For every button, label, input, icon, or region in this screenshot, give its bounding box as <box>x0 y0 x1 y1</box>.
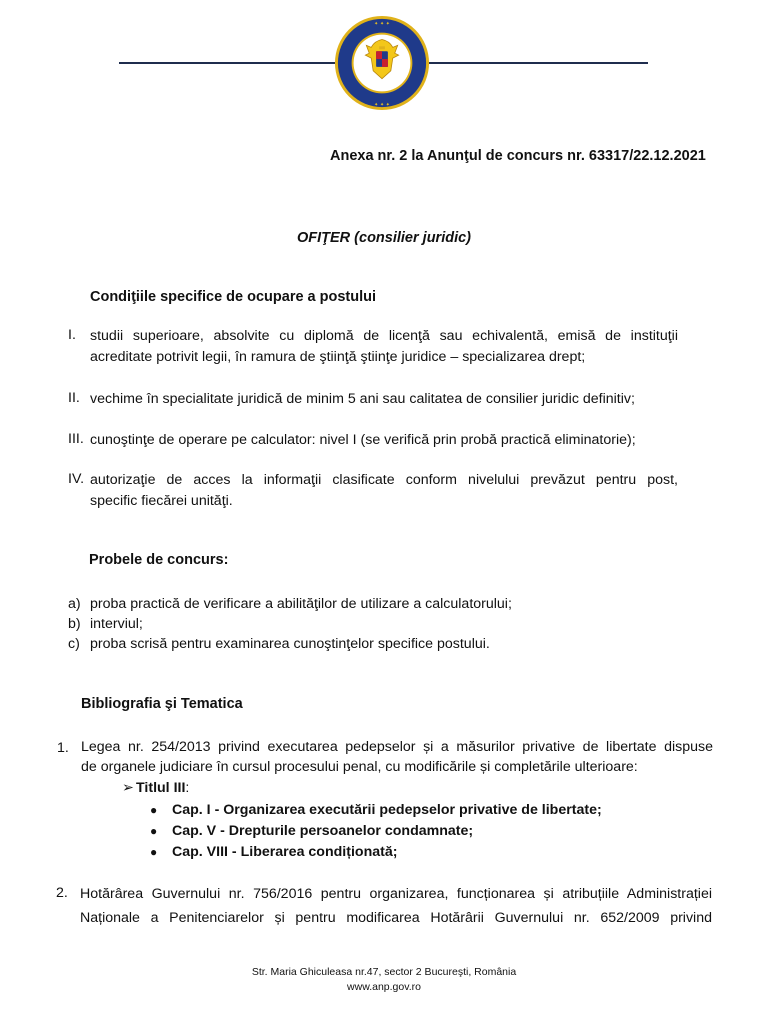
arrow-bullet-icon: ➢ <box>122 780 134 796</box>
chapter-item <box>150 842 397 862</box>
condition-number: I. <box>68 327 76 343</box>
bibliography-number: 1. <box>57 740 69 756</box>
bibliography-line: Naționale a Penitenciarelor și pentru modificarea Hotărârii Guvernului nr. 652/2009 privind <box>80 910 712 926</box>
bibliography-line: Legea nr. 254/2013 privind executarea pedepselor și a măsurilor privative de libertate dispuse <box>81 739 713 755</box>
chapter-text: Cap. I - Organizarea executării pedepselor privative de libertate; <box>172 802 602 818</box>
svg-text:✦ ✦ ✦: ✦ ✦ ✦ <box>374 102 390 109</box>
exam-item: proba practică de verificare a abilităţilor de utilizare a calculatorului; <box>90 596 512 612</box>
condition-line: autorizaţie de acces la informaţii clasificate conform nivelului prevăzut pentru post, <box>90 472 678 488</box>
condition-item: cunoştinţe de operare pe calculator: nivel I (se verifică prin probă practică eliminatorie); <box>90 432 636 448</box>
footer-website: www.anp.gov.ro <box>347 981 421 993</box>
ministry-seal-logo <box>333 14 431 112</box>
exam-item: interviul; <box>90 616 143 632</box>
svg-text:✦ ✦ ✦: ✦ ✦ ✦ <box>374 20 390 27</box>
condition-number: IV. <box>68 471 85 487</box>
bibliography-item <box>80 882 712 930</box>
condition-item: vechime în specialitate juridică de minim 5 ani sau calitatea de consilier juridic definitiv; <box>90 391 635 407</box>
condition-item <box>90 470 678 512</box>
exam-item: proba scrisă pentru examinarea cunoştinţelor specifice postului. <box>90 636 490 652</box>
position-title: OFIŢER (consilier juridic) <box>296 230 472 246</box>
sub-title: Titlul III <box>136 780 186 796</box>
bibliography-line: de organele judiciare în cursul procesului penal, cu modificările și completările ulterioare: <box>81 759 638 775</box>
chapter-item <box>150 800 602 820</box>
chapter-text: Cap. V - Drepturile persoanelor condamnate; <box>172 823 474 839</box>
annex-reference: Anexa nr. 2 la Anunţul de concurs nr. 63317/22.12.2021 <box>330 148 706 164</box>
bullet-icon: ● <box>150 845 158 859</box>
sub-title-suffix: : <box>185 780 190 796</box>
exams-heading: Probele de concurs: <box>89 552 229 568</box>
exam-letter: c) <box>68 636 80 652</box>
bibliography-number: 2. <box>56 885 68 901</box>
condition-line: acreditate potrivit legii, în ramura de ştiinţă ştiinţe juridice – specializarea drept; <box>90 349 586 365</box>
bullet-icon: ● <box>150 824 158 838</box>
bullet-icon: ● <box>150 803 158 817</box>
exam-letter: b) <box>68 616 81 632</box>
condition-number: II. <box>68 390 80 406</box>
condition-item <box>90 326 678 368</box>
condition-line: studii superioare, absolvite cu diplomă de licenţă sau echivalentă, emisă de instituţii <box>90 328 678 344</box>
condition-number: III. <box>68 431 84 447</box>
footer-address: Str. Maria Ghiculeasa nr.47, sector 2 Bucureşti, România <box>251 966 517 978</box>
sub-title-line <box>122 778 189 798</box>
exam-letter: a) <box>68 596 81 612</box>
bibliography-line: Hotărârea Guvernului nr. 756/2016 pentru organizarea, funcționarea și atribuțiile Administrației <box>80 886 712 902</box>
bibliography-heading: Bibliografia şi Tematica <box>81 696 243 712</box>
bibliography-item <box>81 737 713 777</box>
chapter-text: Cap. VIII - Liberarea condiționată; <box>172 844 398 860</box>
condition-line: specific fiecărei unităţi. <box>90 493 233 509</box>
conditions-heading: Condiţiile specifice de ocupare a postului <box>90 289 377 305</box>
chapter-item <box>150 821 473 841</box>
